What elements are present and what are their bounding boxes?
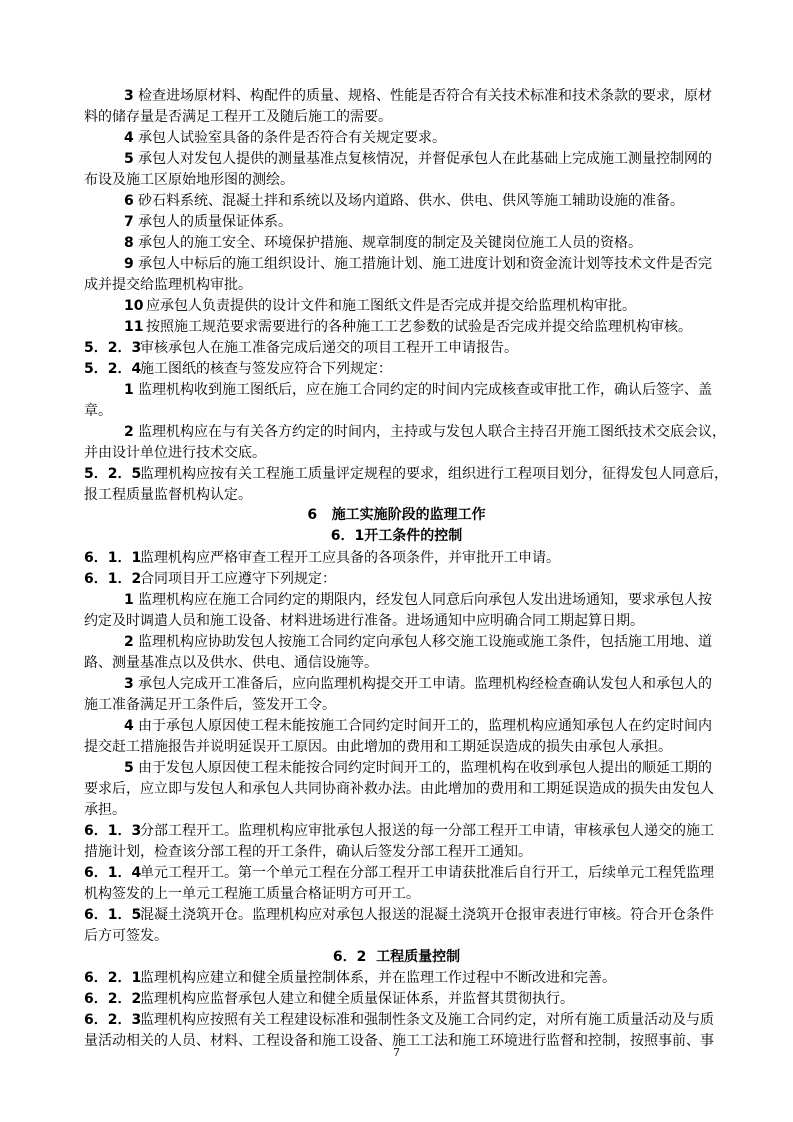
clause: 6．1．3 分部工程开工。监理机构应审批承包人报送的每一分部工程开工申请，审核承包人递交的施工 [84,823,714,839]
list-item: 8 承包人的施工安全、环境保护措施、规章制度的制定及关键岗位施工人员的资格。 [124,235,642,251]
clause: 5．2．4 施工图纸的核查与签发应符合下列规定： [84,361,392,377]
text-line: 并由设计单位进行技术交底。 [84,445,266,461]
list-item: 9 承包人中标后的施工组织设计、施工措施计划、施工进度计划和资金流计划等技术文件是否完 [124,256,712,272]
section-title: 6．1开工条件的控制 [330,528,463,544]
text-line: 料的储存量是否满足工程开工及随后施工的需要。 [84,109,392,125]
clause: 6．1．5 混凝土浇筑开仓。监理机构应对承包人报送的混凝土浇筑开仓报审表进行审核。符合开仓条件 [84,907,714,923]
text-line: 成并提交给监理机构审批。 [84,277,252,293]
clause: 5．2．3 审核承包人在施工准备完成后递交的项目工程开工申请报告。 [84,340,518,356]
chapter-title: 6 施工实施阶段的监理工作 [307,507,486,523]
text-line: 路、测量基准点以及供水、供电、通信设施等。 [84,655,378,671]
list-item: 4 由于承包人原因使工程未能按施工合同约定时间开工的，监理机构应通知承包人在约定时间内 [124,718,712,734]
text-line: 要求后，应立即与发包人和承包人共同协商补救办法。由此增加的费用和工期延误造成的损失由发包人 [84,781,714,797]
list-item: 5 由于发包人原因使工程未能按合同约定时间开工的，监理机构在收到承包人提出的顺延工期的 [124,760,712,776]
list-item: 3 承包人完成开工准备后，应向监理机构提交开工申请。监理机构经检查确认发包人和承包人的 [124,676,712,692]
list-item: 3 检查进场原材料、构配件的质量、规格、性能是否符合有关技术标准和技术条款的要求，原材 [124,88,712,104]
list-item: 1 监理机构收到施工图纸后，应在施工合同约定的时间内完成核查或审批工作，确认后签字、盖 [124,382,712,398]
text-line: 报工程质量监督机构认定。 [84,487,252,503]
text-line: 布设及施工区原始地形图的测绘。 [84,172,294,188]
section-title: 6．2 工程质量控制 [332,949,461,965]
clause: 6．2．3 监理机构应按照有关工程建设标准和强制性条文及施工合同约定，对所有施工质量活动及与质 [84,1012,714,1028]
page-number: 7 [393,1046,400,1059]
list-item: 5 承包人对发包人提供的测量基准点复核情况，并督促承包人在此基础上完成施工测量控制网的 [124,151,712,167]
text-line: 承担。 [84,802,126,818]
text-line: 章。 [84,403,112,419]
text-line: 机构签发的上一单元工程施工质量合格证明方可开工。 [84,886,420,902]
list-item: 2 监理机构应协助发包人按施工合同约定向承包人移交施工设施或施工条件，包括施工用地、道 [124,634,712,650]
clause: 5．2．5 监理机构应按有关工程施工质量评定规程的要求，组织进行工程项目划分，征得发包人同意后， [84,466,728,482]
clause: 6．1．1 监理机构应严格审查工程开工应具备的各项条件，并审批开工申请。 [84,550,560,566]
clause: 6．2．2 监理机构应监督承包人建立和健全质量保证体系，并监督其贯彻执行。 [84,991,574,1007]
clause: 6．1．4 单元工程开工。第一个单元工程在分部工程开工申请获批准后自行开工，后续单元工程凭监理 [84,865,714,881]
clause: 6．1．2 合同项目开工应遵守下列规定： [84,571,336,587]
list-item: 4 承包人试验室具备的条件是否符合有关规定要求。 [124,130,446,146]
list-item: 11 按照施工规范要求需要进行的各种施工工艺参数的试验是否完成并提交给监理机构审核。 [124,319,692,335]
text-line: 施工准备满足开工条件后，签发开工令。 [84,697,336,713]
list-item: 6 砂石料系统、混凝土拌和系统以及场内道路、供水、供电、供风等施工辅助设施的准备。 [124,193,684,209]
list-item: 2 监理机构应在与有关各方约定的时间内，主持或与发包人联合主持召开施工图纸技术交底会议， [124,424,726,440]
list-item: 1 监理机构应在施工合同约定的期限内，经发包人同意后向承包人发出进场通知，要求承包人按 [124,592,712,608]
clause: 6．2．1 监理机构应建立和健全质量控制体系，并在监理工作过程中不断改进和完善。 [84,970,616,986]
text-line: 约定及时调遣人员和施工设备、材料进场进行准备。进场通知中应明确合同工期起算日期。 [84,613,644,629]
text-line: 提交赶工措施报告并说明延误开工原因。由此增加的费用和工期延误造成的损失由承包人承担。 [84,739,672,755]
text-line: 措施计划，检查该分部工程的开工条件，确认后签发分部工程开工通知。 [84,844,532,860]
text-line: 后方可签发。 [84,928,168,944]
list-item: 10 应承包人负责提供的设计文件和施工图纸文件是否完成并提交给监理机构审批。 [124,298,636,314]
list-item: 7 承包人的质量保证体系。 [124,214,292,230]
text-line: 量活动相关的人员、材料、工程设备和施工设备、施工工法和施工环境进行监督和控制，按照事前、事 [84,1033,714,1049]
